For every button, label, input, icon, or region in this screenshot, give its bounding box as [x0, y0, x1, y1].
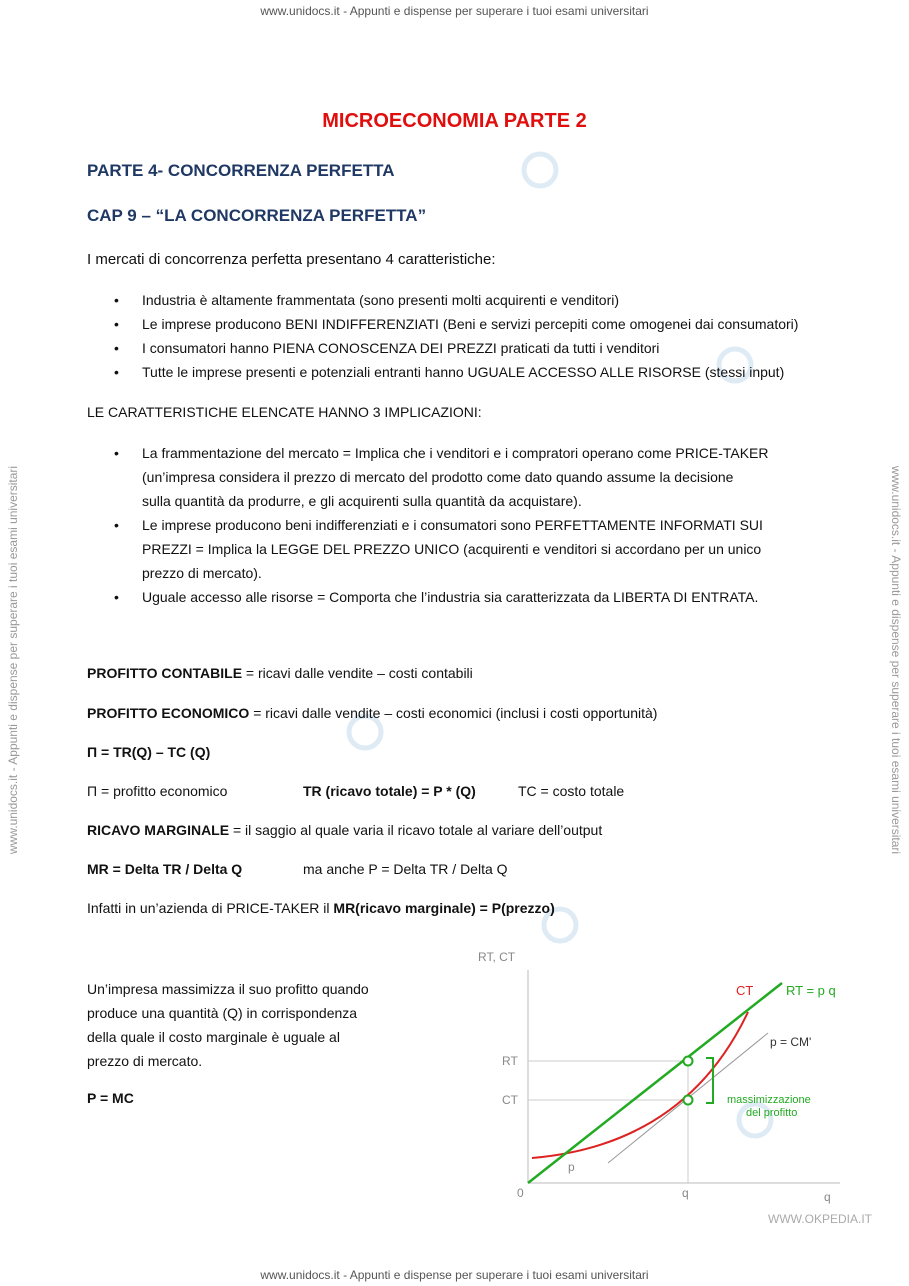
side-watermark-left: www.unidocs.it - Appunti e dispense per superare i tuoi esami universitari [6, 465, 20, 855]
unidocs-logo-watermark [520, 150, 560, 190]
legend-pi: Π = profitto economico [87, 783, 228, 799]
page-title: MICROECONOMIA PARTE 2 [322, 110, 587, 132]
angle-label: p [568, 1160, 575, 1174]
rt-series-label: RT = p q [786, 983, 836, 998]
implications-list [87, 441, 877, 609]
rt-line [528, 983, 782, 1183]
p-equals-mc: P = MC [87, 1090, 134, 1106]
implications-heading: LE CARATTERISTICHE ELENCATE HANNO 3 IMPLICAZIONI: [87, 404, 482, 420]
x-tick-q: q [682, 1186, 689, 1200]
source-label: WWW.OKPEDIA.IT [768, 1212, 872, 1226]
list-item: • La frammentazione del mercato = Implica che i venditori e i compratori operano come PRICE-TAKER (un’impresa considera il prezzo di mercato del prodotto come dato quando assume la decisione sulla quantità da produrre, e gli acquirenti sulla quantità da acquistare). [87, 441, 877, 513]
list-item: • Le imprese producono beni indifferenziati e i consumatori sono PERFETTAMENTE INFORMATI SUI PREZZI = Implica la LEGGE DEL PREZZO UNICO (acquirenti e venditori si accordano per un unico prezzo di mercato). [87, 513, 877, 585]
mr-alt-formula: ma anche P = Delta TR / Delta Q [303, 861, 508, 877]
side-watermark-right: www.unidocs.it - Appunti e dispense per superare i tuoi esami universitari [889, 465, 903, 855]
mr-formula: MR = Delta TR / Delta Q [87, 861, 243, 877]
profit-chart [470, 945, 890, 1235]
legend-tr: TR (ricavo totale) = P * (Q) [303, 783, 476, 799]
x-axis-label: q [824, 1190, 831, 1204]
profit-max-paragraph: Un’impresa massimizza il suo profitto quando produce una quantità (Q) in corrispondenza della quale il costo marginale è uguale al prezzo di mercato. [87, 981, 369, 1069]
profit-accounting-line: PROFITTO CONTABILE = ricavi dalle vendite – costi contabili [87, 665, 473, 681]
chapter-heading: CAP 9 – “LA CONCORRENZA PERFETTA” [87, 206, 427, 225]
y-tick-ct: CT [502, 1093, 518, 1107]
y-axis-label: RT, CT [478, 950, 516, 964]
tangent-label: p = CM' [770, 1035, 812, 1049]
list-item: • Industria è altamente frammentata (sono presenti molti acquirenti e venditori) [87, 288, 877, 312]
page-footer: www.unidocs.it - Appunti e dispense per superare i tuoi esami universitari [260, 1268, 649, 1282]
annotation-line-1: massimizzazione [727, 1094, 811, 1106]
list-item: • Uguale accesso alle risorse = Comporta che l’industria sia caratterizzata da LIBERTA DI ENTRATA. [87, 585, 877, 609]
price-taker-line: Infatti in un’azienda di PRICE-TAKER il MR(ricavo marginale) = P(prezzo) [87, 900, 555, 916]
part-heading: PARTE 4- CONCORRENZA PERFETTA [87, 161, 395, 180]
list-item: • I consumatori hanno PIENA CONOSCENZA DEI PREZZI praticati da tutti i venditori [87, 336, 877, 360]
list-item: • Tutte le imprese presenti e potenziali entranti hanno UGUALE ACCESSO ALLE RISORSE (stessi input) [87, 360, 877, 384]
list-item: • Le imprese producono BENI INDIFFERENZIATI (Beni e servizi percepiti come omogenei dai consumatori) [87, 312, 877, 336]
page-header: www.unidocs.it - Appunti e dispense per superare i tuoi esami universitari [260, 4, 649, 18]
profit-economic-line: PROFITTO ECONOMICO = ricavi dalle vendite – costi economici (inclusi i costi opportunità) [87, 705, 658, 721]
ct-point [684, 1096, 693, 1105]
marginal-revenue-line: RICAVO MARGINALE = il saggio al quale varia il ricavo totale al variare dell’output [87, 822, 603, 838]
intro-text: I mercati di concorrenza perfetta presentano 4 caratteristiche: [87, 251, 496, 268]
annotation-line-2: del profitto [746, 1107, 798, 1119]
legend-tc: TC = costo totale [518, 783, 625, 799]
y-tick-rt: RT [502, 1054, 518, 1068]
x-tick-origin: 0 [517, 1186, 524, 1200]
profit-formula: Π = TR(Q) – TC (Q) [87, 744, 211, 760]
characteristics-list [87, 288, 877, 384]
rt-point [684, 1057, 693, 1066]
ct-series-label: CT [736, 983, 754, 998]
